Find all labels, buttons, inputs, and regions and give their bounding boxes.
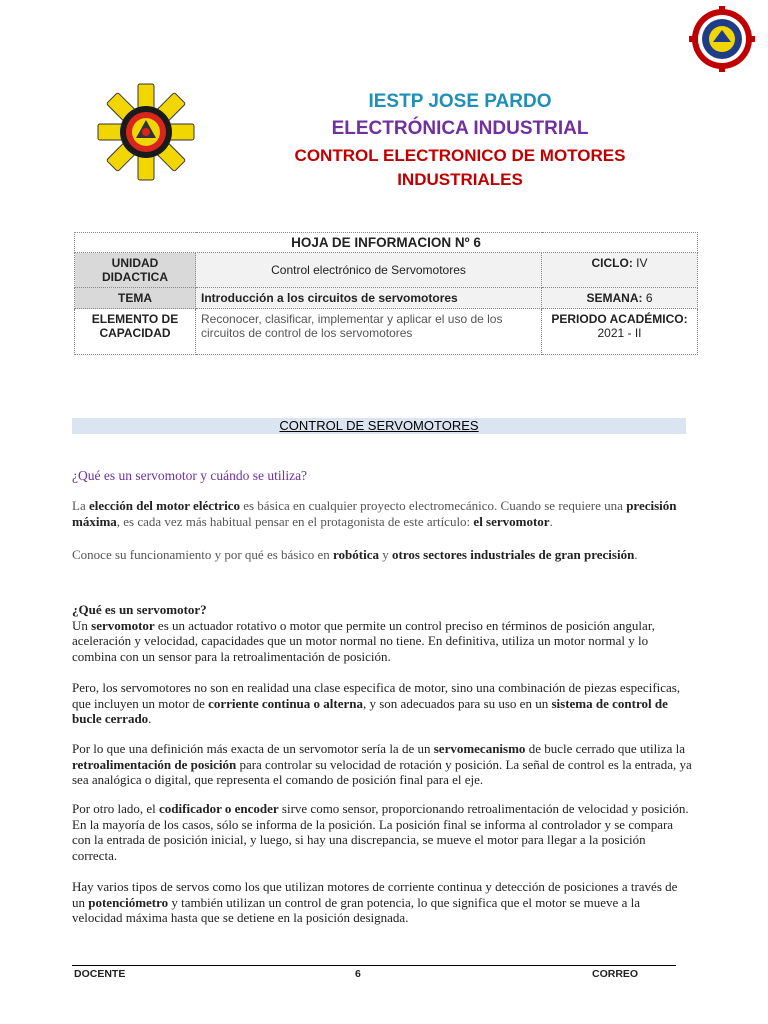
bold-text: precisión máxima [72, 498, 677, 529]
periodo-label: PERIODO ACADÉMICO: [551, 312, 688, 326]
course-title-line2: INDUSTRIALES [397, 170, 523, 189]
bold-text: el servomotor [473, 513, 550, 529]
text: Hay varios tipos de servos como los que utilizan motores de corriente continua y detección de posiciones a través de un [72, 879, 678, 910]
text: , y son adecuados para su uso en un [363, 695, 552, 711]
semana-label: SEMANA: [586, 291, 643, 305]
bold-text: elección del motor eléctrico [88, 498, 240, 513]
text: es un actuador rotativo o motor que permite un control preciso en términos de posición angular, aceleración y velocidad, capacidades que un motor normal no tiene. En definitiva, utiliza un motor normal y lo combina con un sensor para la retroalimentación de posición. [72, 617, 655, 664]
paragraph-7 [72, 879, 692, 926]
tema-value: Introducción a los circuitos de servomotores [196, 288, 542, 309]
bold-text: robótica [333, 547, 379, 562]
bold-text: retroalimentación de posición [72, 756, 237, 772]
text: y también utilizan un control de gran potencia, lo que significa que el motor se mueve a la velocidad máxima hasta que se detiene en la posición designada. [72, 894, 640, 925]
text: de bucle cerrado que utiliza la [525, 741, 685, 756]
text: sirve como sensor, proporcionando retroalimentación de velocidad y posición. En la mayoría de los casos, sólo se informa de la posición. La posición final se informa al controlador y se compara con la entrada de posición inicial, y luego, si hay una discrepancia, se mueve el motor para llegar a la posición correcta. [72, 801, 689, 863]
bold-text: sistema de control de bucle cerrado [72, 695, 668, 726]
footer-correo: CORREO [592, 968, 639, 980]
unidad-label: UNIDAD DIDACTICA [75, 253, 196, 288]
elemento-value: Reconocer, clasificar, implementar y aplicar el uso de los circuitos de control de los servomotores [196, 309, 542, 355]
gear-emblem-logo [689, 6, 755, 72]
bold-text: servomotor [91, 617, 155, 633]
paragraph-1 [72, 498, 692, 529]
question-heading: ¿Qué es un servomotor y cuándo se utiliza? [72, 468, 308, 483]
text: Pero, los servomotores no son en realidad una clase especifica de motor, sino una combinación de piezas especificas, que incluyen un motor de [72, 680, 681, 711]
periodo-cell [542, 309, 698, 355]
info-table [74, 232, 698, 355]
bold-text: codificador o encoder [159, 801, 279, 816]
section-title: CONTROL DE SERVOMOTORES [72, 418, 686, 434]
semana-cell [542, 288, 698, 309]
text: Un [72, 617, 92, 633]
periodo-value: 2021 - II [597, 326, 642, 340]
text: para controlar su velocidad de rotación y posición. La señal de control es la entrada, ya sea analógica o digital, que representa el comando de posición final para el eje. [72, 756, 692, 787]
ciclo-value: IV [636, 256, 648, 270]
footer-docente: DOCENTE [74, 968, 126, 980]
text: Conoce su funcionamiento y por qué es básico en [72, 547, 334, 562]
semana-value: 6 [645, 291, 653, 305]
footer-page-number: 6 [355, 968, 361, 980]
header-titles [200, 90, 720, 192]
course-title-line1: CONTROL ELECTRONICO DE MOTORES [294, 146, 626, 165]
elemento-label: ELEMENTO DE CAPACIDAD [75, 309, 196, 355]
unidad-value: Control electrónico de Servomotores [196, 253, 542, 288]
ciclo-cell [542, 253, 698, 288]
iestp-emblem-logo [96, 82, 196, 182]
bold-text: servomecanismo [433, 741, 526, 756]
text: Por lo que una definición más exacta de un servomotor sería la de un [72, 741, 434, 756]
text: . [634, 547, 638, 562]
tema-label: TEMA [75, 288, 196, 309]
paragraph-3 [72, 602, 692, 664]
bold-text: otros sectores industriales de gran precisión [392, 547, 635, 562]
department-name: ELECTRÓNICA INDUSTRIAL [331, 118, 589, 139]
subheading: ¿Qué es un servomotor? [72, 602, 207, 617]
paragraph-6 [72, 801, 692, 863]
footer-divider [72, 965, 676, 966]
info-table-title: HOJA DE INFORMACION Nº 6 [75, 233, 698, 253]
text: Por otro lado, el [72, 801, 160, 816]
paragraph-4 [72, 680, 692, 727]
text: La [72, 498, 89, 513]
text: y [379, 547, 392, 562]
text: , es cada vez más habitual pensar en el protagonista de este artículo: [116, 513, 474, 529]
bold-text: potenciómetro [88, 894, 169, 910]
text: es básica en cualquier proyecto electromecánico. Cuando se requiere una [239, 498, 627, 513]
text: . [148, 711, 152, 726]
paragraph-2 [72, 547, 692, 563]
paragraph-5 [72, 741, 692, 788]
institute-name: IESTP JOSE PARDO [368, 91, 552, 112]
text: . [549, 513, 553, 529]
ciclo-label: CICLO: [591, 256, 633, 270]
bold-text: corriente continua o alterna [208, 695, 363, 711]
